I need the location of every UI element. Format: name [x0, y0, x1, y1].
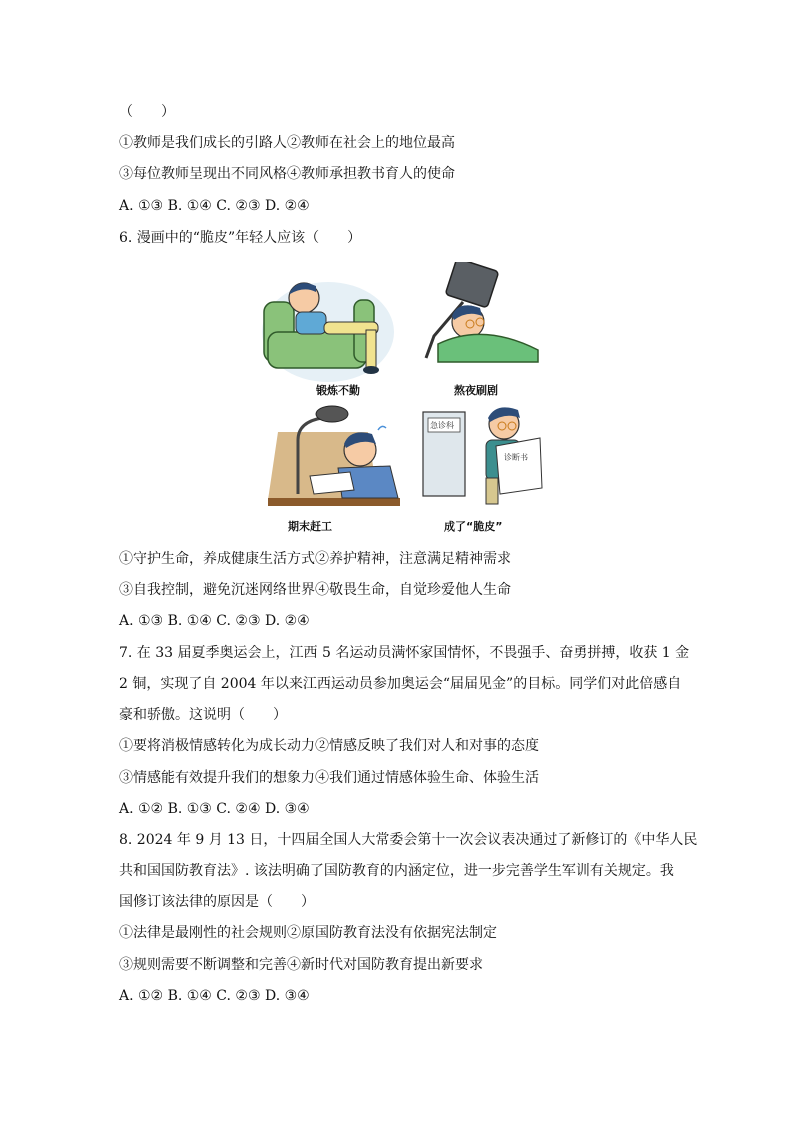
text-line: A. ①② B. ①④ C. ②③ D. ③④: [119, 988, 310, 1004]
panel-sofa: [262, 282, 394, 382]
text-line: 7. 在 33 届夏季奥运会上，江西 5 名运动员满怀家国情怀，不畏强手、奋勇拼搏，收获 1 金: [119, 645, 690, 661]
caption-sofa: 锻炼不勤: [316, 384, 360, 397]
text-line: ①法律是最刚性的社会规则②原国防教育法没有依据宪法制定: [119, 925, 497, 941]
text-line: ③自我控制，避免沉迷网络世界④敬畏生命，自觉珍爱他人生命: [119, 582, 511, 598]
text-line: ③规则需要不断调整和完善④新时代对国防教育提出新要求: [119, 957, 483, 973]
text-line: ③每位教师呈现出不同风格④教师承担教书育人的使命: [119, 166, 455, 182]
sign-emergency: 急诊科: [430, 421, 454, 430]
caption-desk: 期末赶工: [288, 520, 332, 533]
text-line: 国修订该法律的原因是（ ）: [119, 894, 315, 910]
text-line: A. ①③ B. ①④ C. ②③ D. ②④: [119, 198, 310, 214]
caption-night: 熬夜刷剧: [454, 384, 498, 397]
sign-diagnosis: 诊断书: [504, 453, 528, 462]
text-line: A. ①② B. ①③ C. ②④ D. ③④: [119, 801, 310, 817]
text-line: ③情感能有效提升我们的想象力④我们通过情感体验生命、体验生活: [119, 770, 539, 786]
caption-hospital: 成了“脆皮”: [444, 520, 503, 533]
text-line: A. ①③ B. ①④ C. ②③ D. ②④: [119, 613, 310, 629]
text-line: ①教师是我们成长的引路人②教师在社会上的地位最高: [119, 135, 455, 151]
text-line: 8. 2024 年 9 月 13 日，十四届全国人大常委会第十一次会议表决通过了新修订的《中华人民: [119, 832, 698, 848]
text-line: （ ）: [119, 104, 175, 120]
text-line: ①要将消极情感转化为成长动力②情感反映了我们对人和对事的态度: [119, 738, 539, 754]
comic-illustration: [258, 262, 548, 538]
text-line: 共和国国防教育法》. 该法明确了国防教育的内涵定位，进一步完善学生军训有关规定。我: [119, 863, 674, 879]
text-line: 豪和骄傲。这说明（ ）: [119, 707, 287, 723]
text-line: ①守护生命，养成健康生活方式②养护精神，注意满足精神需求: [119, 551, 511, 567]
text-line: 2 铜，实现了自 2004 年以来江西运动员参加奥运会“届届见金”的目标。同学们对此倍感自: [119, 676, 682, 692]
text-line: 6. 漫画中的“脆皮”年轻人应该（ ）: [119, 230, 362, 246]
